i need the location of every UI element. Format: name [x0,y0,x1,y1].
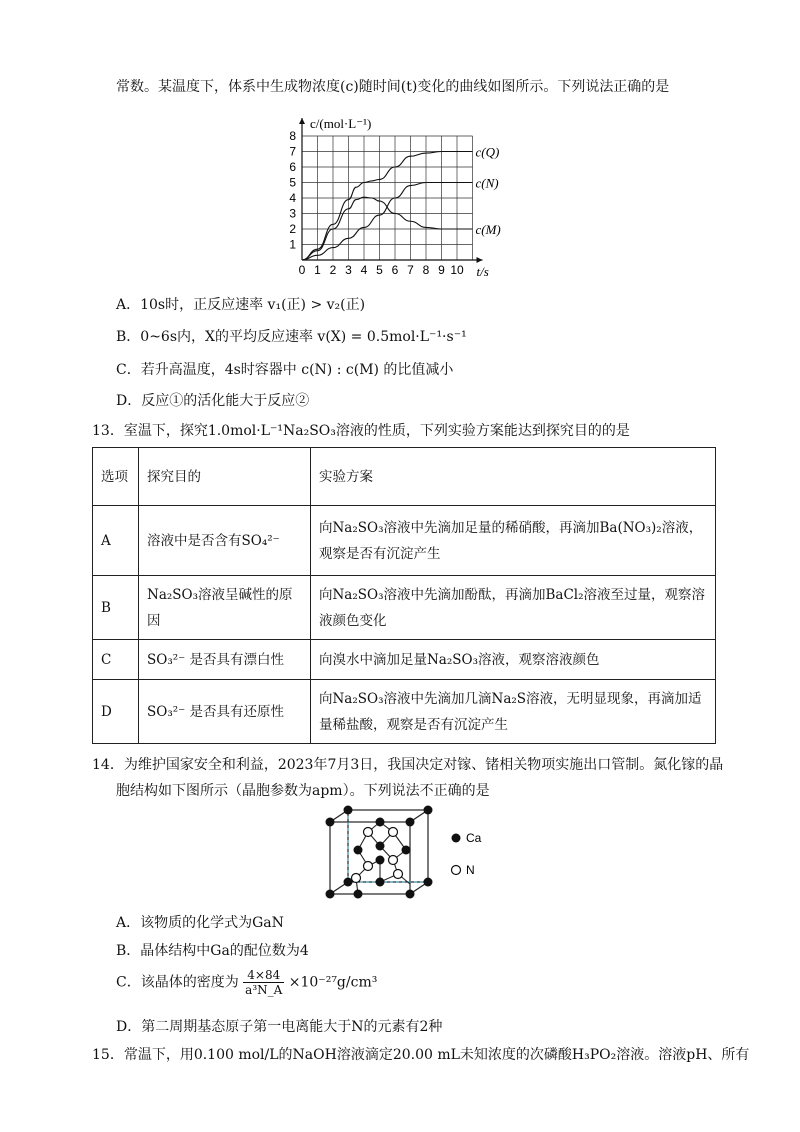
y-axis-arrow [299,118,305,124]
legend-n-label: N [466,863,475,877]
gan-unit-cell-diagram [318,802,488,910]
x-tick-label: 9 [438,263,445,277]
y-tick-label: 8 [289,129,296,143]
table-row [93,640,716,680]
x-tick-label: 6 [391,263,399,277]
y-tick-label: 4 [289,191,296,205]
q14-option-c [116,968,377,997]
density-denominator: a³N_A [245,983,283,997]
row-option: D [93,680,139,744]
table-row [93,680,716,744]
row-goal: Na₂SO₃溶液呈碱性的原因 [139,576,311,640]
q14-option-c-prefix: C．该晶体的密度为 [116,974,239,991]
y-axis-label: c/(mol·L⁻¹) [310,116,372,131]
row-plan: 向Na₂SO₃溶液中先滴加足量的稀硝酸，再滴加Ba(NO₃)₂溶液，观察是否有沉淀产生 [311,506,716,576]
q14-option-a: A．该物质的化学式为GaN [116,915,284,931]
q14-option-d: D．第二周期基态原子第一电离能大于N的元素有2种 [116,1019,443,1035]
x-tick-label: 3 [345,263,352,277]
y-tick-label: 7 [289,144,296,159]
legend-ca-label: Ca [466,831,482,845]
series-label: c(M) [475,222,501,237]
row-goal: SO₃²⁻ 是否具有漂白性 [139,640,311,680]
q14-option-c-suffix: ×10⁻²⁷g/cm³ [288,974,378,991]
question-13-stem: 13．室温下，探究1.0mol·L⁻¹Na₂SO₃溶液的性质，下列实验方案能达到探究目的的是 [92,423,630,439]
question-15-stem: 15．常温下，用0.100 mol/L的NaOH溶液滴定20.00 mL未知浓度的次磷酸H₃PO₂溶液。溶液pH、所有 [92,1047,750,1063]
series-label: c(Q) [475,144,500,160]
y-tick-label: 1 [289,237,296,252]
row-goal: SO₃²⁻ 是否具有还原性 [139,680,311,744]
row-goal: 溶液中是否含有SO₄²⁻ [139,506,311,576]
table-row [93,576,716,640]
x-tick-label: 2 [329,263,337,277]
concentration-time-chart [280,100,540,280]
x-tick-label: 7 [407,263,414,277]
density-numerator: 4×84 [243,968,284,983]
series-line-cn [302,183,473,261]
experiment-table [92,447,716,744]
table-header-row [93,448,716,506]
x-axis-label: t/s [476,264,489,279]
row-plan: 向Na₂SO₃溶液中先滴加几滴Na₂S溶液，无明显现象，再滴加适量稀盐酸，观察是否有沉淀产生 [311,680,716,744]
x-tick-label: 5 [376,263,383,277]
header-plan: 实验方案 [311,448,716,506]
row-option: A [93,506,139,576]
row-option: C [93,640,139,680]
y-tick-label: 5 [289,175,296,190]
y-tick-label: 6 [289,160,296,174]
header-goal: 探究目的 [139,448,311,506]
series-line-cm [302,197,473,260]
x-tick-label: 1 [314,263,321,277]
question-14-stem-line1: 14．为维护国家安全和利益，2023年7月3日，我国决定对镓、锗相关物项实施出口管制。氮化镓的晶 [92,757,724,773]
density-fraction [243,968,284,997]
q12-option-c: C．若升高温度，4s时容器中 c(N) : c(M) 的比值减小 [116,362,454,378]
q12-option-b: B．0~6s内，X的平均反应速率 v(X) = 0.5mol·L⁻¹·s⁻¹ [116,329,467,345]
x-tick-label: 10 [450,263,464,277]
x-axis-arrow [477,257,483,263]
row-plan: 向溴水中滴加足量Na₂SO₃溶液，观察溶液颜色 [311,640,716,680]
question-14-stem-line2: 胞结构如下图所示（晶胞参数为apm）。下列说法不正确的是 [116,783,490,799]
question-12-intro: 常数。某温度下，体系中生成物浓度(c)随时间(t)变化的曲线如图所示。下列说法正确的是 [116,79,670,95]
x-tick-label: 4 [360,263,368,277]
q12-option-a: A．10s时，正反应速率 v₁(正) > v₂(正) [116,297,366,313]
x-tick-label: 8 [422,263,430,277]
y-tick-label: 3 [289,206,296,221]
q14-option-b: B．晶体结构中Ga的配位数为4 [116,943,309,959]
row-plan: 向Na₂SO₃溶液中先滴加酚酞，再滴加BaCl₂溶液至过量，观察溶液颜色变化 [311,576,716,640]
q12-option-d: D．反应①的活化能大于反应② [116,393,310,409]
header-option: 选项 [93,448,139,506]
series-label: c(N) [475,175,499,191]
table-row [93,506,716,576]
y-tick-label: 2 [289,222,296,236]
row-option: B [93,576,139,640]
x-tick-label: 0 [298,263,306,277]
